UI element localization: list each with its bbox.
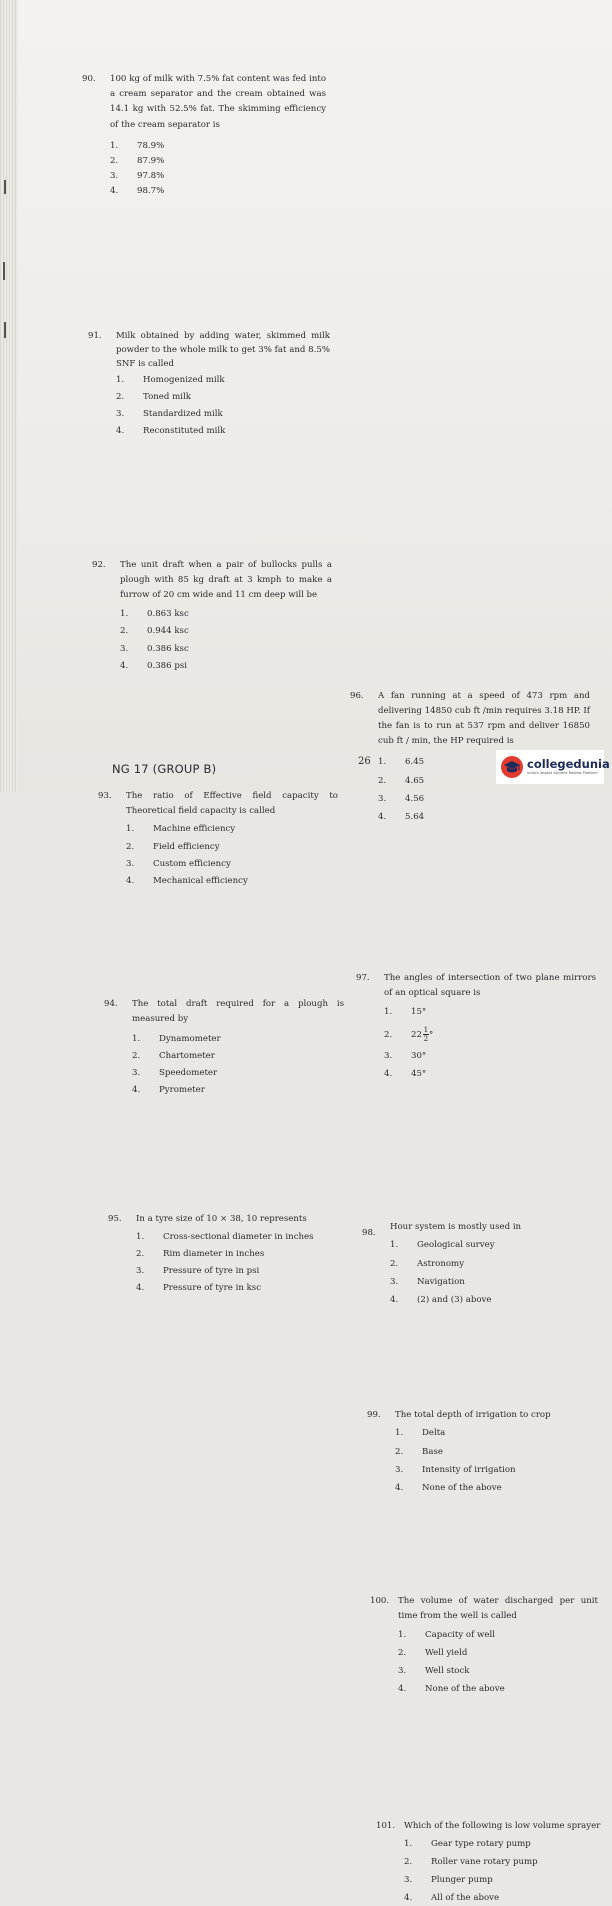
question-text: A fan running at a speed of 473 rpm and delivering 14850 cub ft /min requires 3.18 HP. If the fan is to run at 537 rpm and deliver 16850 cub ft / min, the HP required is [378, 690, 590, 747]
paper-code: NG 17 (GROUP B) [112, 762, 217, 776]
option: 4. Pyrometer [132, 1085, 205, 1096]
watermark-name: collegedunia [527, 757, 610, 771]
option: 2. Astronomy [390, 1258, 465, 1269]
question-text: The angles of intersection of two plane mirrors of an optical square is [384, 973, 596, 999]
option: 2. 0.944 ksc [120, 626, 189, 637]
binding-mark [4, 180, 6, 194]
question-number: 98. [362, 1228, 376, 1239]
question-text: 100 kg of milk with 7.5% fat content was fed into a cream separator and the cream obtained was 14.1 kg with 52.5% fat. The skimming efficiency of the cream separator is [110, 74, 326, 130]
option: 4. 5.64 [378, 811, 425, 822]
question-number: 97. [356, 973, 370, 984]
question-number: 95. [108, 1214, 122, 1225]
option: 4. (2) and (3) above [390, 1294, 492, 1305]
question-91 [88, 329, 330, 438]
question-number: 101. [376, 1821, 396, 1832]
option: 3. Standardized milk [116, 408, 223, 419]
question-number: 92. [92, 559, 106, 570]
question-98 [362, 1220, 596, 1308]
option: 2. 87.9% [110, 156, 165, 167]
watermark-tagline: India's largest Student Review Platform [527, 771, 598, 775]
graduation-cap-icon [500, 755, 524, 779]
option: 1. Delta [395, 1428, 446, 1439]
option: 4. All of the above [404, 1893, 500, 1904]
option: 1. Homogenized milk [116, 374, 225, 385]
question-99 [367, 1408, 595, 1496]
option: 2. Rim diameter in inches [136, 1248, 265, 1259]
question-101 [376, 1819, 604, 1906]
binding-edge [0, 0, 18, 792]
option: 3. 0.386 ksc [120, 643, 189, 654]
option: 1. Capacity of well [398, 1629, 495, 1640]
option: 2. Field efficiency [126, 841, 220, 852]
question-text: The unit draft when a pair of bullocks pulls a plough with 85 kg draft at 3 kmph to make a furrow of 20 cm wide and 11 cm deep will be [120, 559, 332, 601]
option-fraction: 2. 22 $\frac{1}{2}$ ° [384, 1024, 434, 1043]
option: 3. Speedometer [132, 1068, 218, 1079]
question-text: Milk obtained by adding water, skimmed milk powder to the whole milk to get 3% fat and 8.5% SNF is called [116, 330, 330, 369]
question-text: The total depth of irrigation to crop [395, 1410, 551, 1421]
option: 2. Toned milk [116, 391, 191, 402]
binding-mark [3, 262, 5, 280]
option: 3. Custom efficiency [126, 858, 231, 869]
option: 1. 78.9% [110, 140, 165, 151]
option: 2. Base [395, 1446, 443, 1457]
option: 1. Cross-sectional diameter in inches [136, 1231, 314, 1242]
option: 1. 0.863 ksc [120, 609, 189, 620]
option: 3. 30° [384, 1050, 427, 1061]
binding-mark [4, 322, 6, 338]
option: 4. 98.7% [110, 186, 165, 197]
question-94 [104, 997, 344, 1098]
option: 3. Plunger pump [404, 1875, 493, 1885]
option: 4. 0.386 psi [120, 660, 187, 671]
option: 4. None of the above [395, 1482, 502, 1493]
question-number: 94. [104, 999, 118, 1010]
question-number: 93. [98, 791, 112, 802]
question-95 [108, 1212, 348, 1296]
option: 3. 4.56 [378, 793, 425, 804]
option: 3. 97.8% [110, 171, 165, 182]
option: 1. Machine efficiency [126, 824, 236, 835]
question-number: 100. [370, 1596, 390, 1607]
option: 1. Gear type rotary pump [404, 1838, 531, 1849]
question-text: Hour system is mostly used in [390, 1222, 522, 1233]
question-number: 99. [367, 1410, 381, 1421]
question-text: Which of the following is low volume sprayer [404, 1821, 601, 1832]
option: 1. Geological survey [390, 1240, 495, 1251]
question-text: The total draft required for a plough is measured by [132, 999, 344, 1025]
question-text: The ratio of Effective field capacity to Theoretical field capacity is called [126, 791, 338, 817]
option: 3. Intensity of irrigation [395, 1464, 516, 1475]
question-number: 91. [88, 330, 102, 341]
option: 1. 6.45 [378, 757, 425, 768]
question-93 [98, 789, 338, 889]
question-92 [92, 558, 332, 674]
option: 2. 4.65 [378, 775, 425, 786]
option: 2. Chartometer [132, 1050, 215, 1061]
option: 2. Well yield [398, 1647, 468, 1658]
option: 3. Well stock [398, 1665, 470, 1676]
option: 2. Roller vane rotary pump [404, 1856, 538, 1867]
option: 4. Pressure of tyre in ksc [136, 1283, 262, 1294]
watermark-logo [496, 750, 610, 784]
option: 4. Mechanical efficiency [126, 876, 248, 887]
option: 3. Navigation [390, 1276, 465, 1287]
option: 1. Dynamometer [132, 1033, 221, 1044]
question-number: 96. [350, 690, 364, 701]
option: 4. None of the above [398, 1684, 505, 1695]
fraction: $\frac{1}{2}$ [423, 1024, 429, 1043]
page-number: 26 [358, 756, 371, 767]
question-100 [370, 1594, 598, 1697]
option: 1. 15° [384, 1006, 427, 1017]
question-90 [82, 72, 326, 200]
question-text: In a tyre size of 10 × 38, 10 represents [136, 1214, 307, 1225]
question-97 [356, 971, 596, 1082]
option: 4. Reconstituted milk [116, 425, 226, 436]
option: 4. 45° [384, 1068, 427, 1079]
question-text: The volume of water discharged per unit time from the well is called [398, 1596, 598, 1622]
question-number: 90. [82, 74, 96, 84]
option: 3. Pressure of tyre in psi [136, 1266, 260, 1277]
